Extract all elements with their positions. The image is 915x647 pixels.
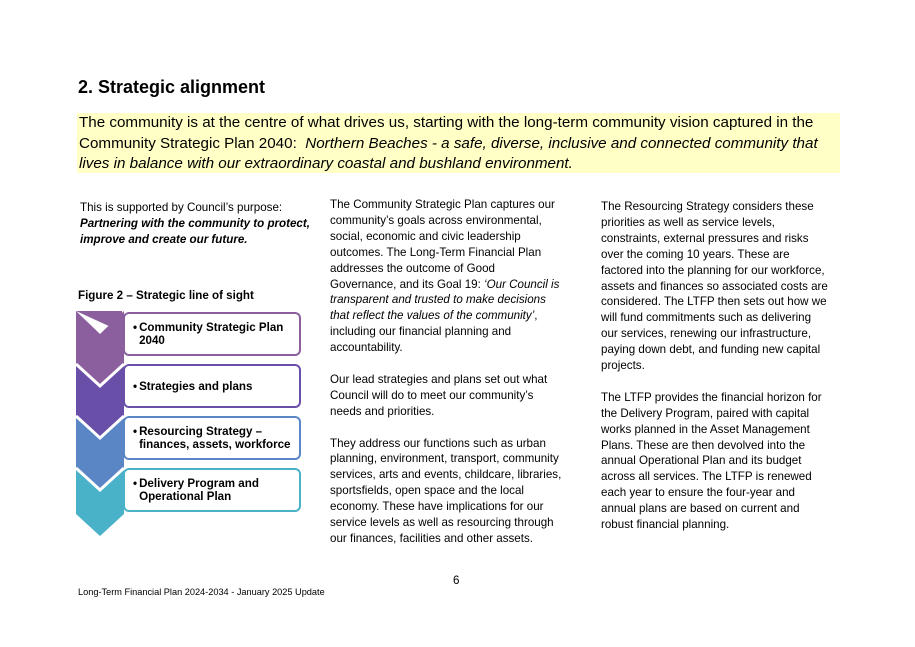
stage-delivery-program: • Delivery Program and Operational Plan (123, 468, 301, 512)
line-of-sight-diagram (72, 308, 312, 543)
middle-paragraph-3: They address our functions such as urban planning, environment, transport, community services, arts and events, childcare, libraries, sportsfields, open space and the local economy. These have implications for our service levels as well as resourcing through our finances, facilities and other assets. (330, 436, 562, 545)
intro-paragraph (79, 113, 839, 175)
intro-vision: Northern Beaches - a safe, diverse, inclusive and connected community that lives in balance with our extraordinary coastal and bushland environment. (79, 134, 818, 172)
footer-text: Long-Term Financial Plan 2024-2034 - January 2025 Update (78, 587, 325, 597)
stage-community-strategic-plan: • Community Strategic Plan 2040 (123, 312, 301, 356)
stage-resourcing-strategy: • Resourcing Strategy – finances, assets, workforce (123, 416, 301, 460)
stage-label: Delivery Program and Operational Plan (139, 477, 259, 503)
purpose-lead: This is supported by Council’s purpose: (80, 201, 283, 214)
intro-lead: The community is at the centre of what drives us, starting with the long-term community vision captured in the Community Strategic Plan 2040: (79, 114, 814, 152)
purpose-statement: Partnering with the community to protect, improve and create our future. (80, 217, 310, 246)
goal-quote: ‘Our Council is transparent and trusted to make decisions that reflect the values of the community’ (330, 277, 560, 323)
purpose-block (80, 200, 315, 248)
right-paragraph-2: The LTFP provides the financial horizon for the Delivery Program, paired with capital works planned in the Asset Management Plans. These are then devolved into the annual Operational Plan and its budget across all services. The LTFP is renewed each year to ensure the four-year and annual plans are based on current and robust financial planning. (601, 390, 822, 532)
page-number: 6 (453, 574, 460, 587)
middle-paragraph-2: Our lead strategies and plans set out what Council will do to meet our community’s needs and priorities. (330, 372, 548, 418)
middle-p1-text: The Community Strategic Plan captures our community’s goals across environmental, social, economic and civic leadership outcomes. The Long-Term Financial Plan addresses the outcome of Good Governance, and its Goal 19: (330, 198, 555, 291)
middle-column (330, 197, 562, 563)
stage-label: Community Strategic Plan 2040 (139, 321, 284, 347)
middle-paragraph-1 (330, 197, 562, 356)
section-heading: 2. Strategic alignment (78, 77, 266, 97)
middle-p1-end: , including our financial planning and accountability. (330, 309, 538, 355)
stage-strategies-and-plans: • Strategies and plans (123, 364, 301, 408)
figure-caption: Figure 2 – Strategic line of sight (78, 289, 254, 302)
stage-label: Strategies and plans (139, 379, 253, 393)
right-column (601, 199, 831, 549)
stage-label: Resourcing Strategy – finances, assets, workforce (139, 425, 291, 451)
right-paragraph-1: The Resourcing Strategy considers these priorities as well as service levels, constraints, external pressures and risks over the coming 10 years. These are factored into the planning for our workforce, assets and finances so associated costs are considered. The LTFP then sets out how we will fund commitments such as delivering our services, renewing our infrastructure, paying down debt, and funding new capital projects. (601, 200, 828, 373)
